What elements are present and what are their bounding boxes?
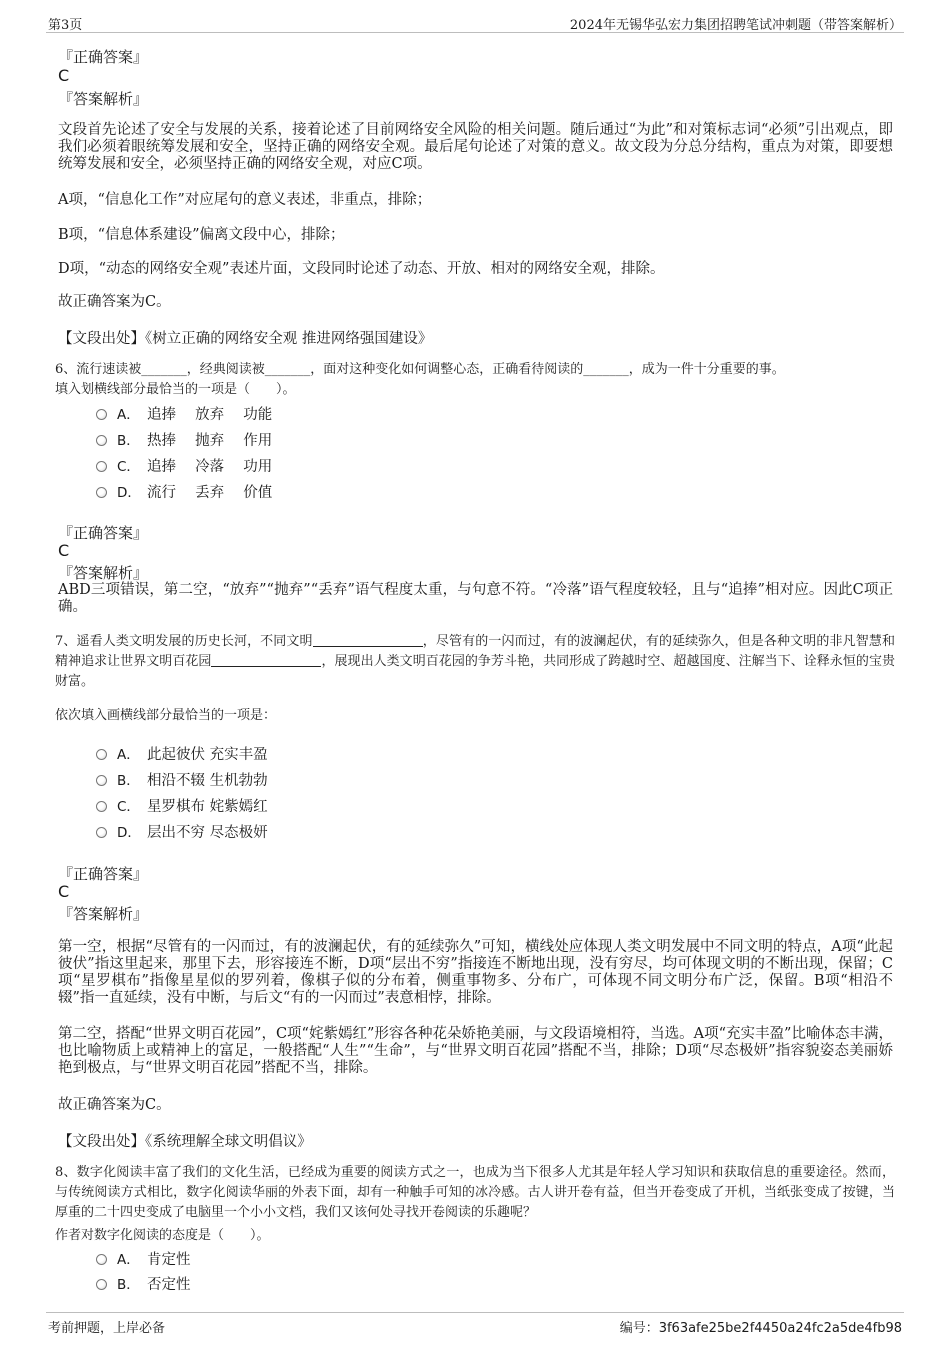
radio-icon[interactable] (96, 801, 107, 812)
correct-answer-label: 『正确答案』 (58, 865, 149, 883)
radio-icon[interactable] (96, 1254, 107, 1265)
q7-analysis-p3: 故正确答案为C。 (58, 1097, 171, 1113)
correct-answer-label: 『正确答案』 (58, 48, 149, 66)
q7-stem: 7、遥看人类文明发展的历史长河，不同文明 ，尽管有的一闪而过，有的波澜起伏，有的延续弥久，但是各种文明的非凡智慧和精神追求让世界文明百花园 ，展现出人类文明百花园的争芳斗艳，共同形成了跨越时空、超越国度、注解当下、诠释永恒的宝贵财富。 (55, 634, 895, 689)
q5-analysis-p2: A项，“信息化工作”对应尾句的意义表述，非重点，排除； (58, 192, 432, 208)
q6-option-a[interactable]: A． 追捧 放弃 功能 (96, 403, 272, 423)
q5-source: 【文段出处】《树立正确的网络安全观 推进网络强国建设》 (58, 331, 433, 347)
q6-analysis: ABD三项错误，第二空，“放弃”“抛弃”“丢弃”语气程度太重，与句意不符。“冷落”语气程度较轻，且与“追捧”相对应。因此C项正确。 (58, 582, 893, 615)
q7-option-c[interactable]: C． 星罗棋布 姹紫嫣红 (96, 795, 268, 815)
q6-stem: 6、流行速读被_______，经典阅读被_______，面对这种变化如何调整心态，正确看待阅读的_______，成为一件十分重要的事。 (55, 362, 785, 377)
radio-icon[interactable] (96, 435, 107, 446)
q5-analysis-p1: 文段首先论述了安全与发展的关系，接着论述了目前网络安全风险的相关问题。随后通过“为此”和对策标志词“必须”引出观点，即我们必须着眼统筹发展和安全，坚持正确的网络安全观。最后尾句论述了对策的意义。故文段为分总分结构，重点为对策，即要想统筹发展和安全，必须坚持正确的网络安全观，对应C项。 (58, 122, 893, 172)
q8-stem: 8、数字化阅读丰富了我们的文化生活，已经成为重要的阅读方式之一，也成为当下很多人尤其是年轻人学习知识和获取信息的重要途径。然而，与传统阅读方式相比，数字化阅读华丽的外表下面，却有一种触手可知的冰冷感。古人讲开卷有益，但当开卷变成了开机，当纸张变成了按键，当厚重的二十四史变成了电脑里一个小小文档，我们又该何处寻找开卷阅读的乐趣呢？ (55, 1165, 895, 1220)
radio-icon[interactable] (96, 827, 107, 838)
q6-option-b[interactable]: B． 热捧 抛弃 作用 (96, 429, 272, 449)
q7-option-d[interactable]: D． 层出不穷 尽态极妍 (96, 821, 268, 841)
q7-source: 【文段出处】《系统理解全球文明倡议》 (58, 1134, 312, 1150)
analysis-label: 『答案解析』 (58, 90, 149, 108)
q7-instruction: 依次填入画横线部分最恰当的一项是： (55, 708, 277, 723)
q7-answer: C (58, 882, 70, 901)
radio-icon[interactable] (96, 487, 107, 498)
q6-option-c[interactable]: C． 追捧 冷落 功用 (96, 455, 272, 475)
document-code: 编号：3f63afe25be2f4450a24fc2a5de4fb98 (619, 1321, 902, 1336)
q6-option-d[interactable]: D． 流行 丢弃 价值 (96, 481, 272, 501)
q7-analysis-p1: 第一空，根据“尽管有的一闪而过，有的波澜起伏，有的延续弥久”可知，横线处应体现人类文明发展中不同文明的特点，A项“此起彼伏”指这里起来，那里下去，形容接连不断，D项“层出不穷”指接连不断地出现，没有穷尽，均可体现文明的不断出现，保留；C项“星罗棋布”指像星星似的罗列着，像棋子似的分布着，侧重事物多、分布广，可体现不同文明分布广泛，保留。B项“相沿不辍”指一直延续，没有中断，与后文“有的一闪而过”表意相悖，排除。 (58, 939, 893, 1006)
radio-icon[interactable] (96, 461, 107, 472)
q8-question: 作者对数字化阅读的态度是（ ）。 (55, 1228, 270, 1243)
q8-option-b[interactable]: B． 否定性 (96, 1273, 191, 1293)
footer-slogan: 考前押题，上岸必备 (48, 1321, 166, 1336)
analysis-label: 『答案解析』 (58, 905, 149, 923)
q7-option-a[interactable]: A． 此起彼伏 充实丰盈 (96, 743, 268, 763)
q5-analysis-p3: B项，“信息体系建设”偏离文段中心，排除； (58, 227, 345, 243)
correct-answer-label: 『正确答案』 (58, 524, 149, 542)
q5-analysis-p5: 故正确答案为C。 (58, 294, 171, 310)
q5-answer: C (58, 66, 70, 85)
fill-blank-2 (211, 653, 321, 667)
radio-icon[interactable] (96, 775, 107, 786)
fill-blank-1 (313, 633, 423, 647)
radio-icon[interactable] (96, 1279, 107, 1290)
q6-instruction: 填入划横线部分最恰当的一项是（ ）。 (55, 382, 296, 397)
document-title: 2024年无锡华弘宏力集团招聘笔试冲刺题（带答案解析） (569, 18, 902, 33)
page-number: 第3页 (48, 18, 83, 33)
q5-analysis-p4: D项，“动态的网络安全观”表述片面，文段同时论述了动态、开放、相对的网络安全观，排除。 (58, 261, 665, 277)
q6-answer: C (58, 541, 70, 560)
q7-analysis-p2: 第二空，搭配“世界文明百花园”，C项“姹紫嫣红”形容各种花朵娇艳美丽，与文段语境相符，当选。A项“充实丰盈”比喻体态丰满，也比喻物质上或精神上的富足，一般搭配“人生”“生命”，与“世界文明百花园”搭配不当，排除；D项“尽态极妍”指容貌姿态美丽娇艳到极点，与“世界文明百花园”搭配不当，排除。 (58, 1026, 893, 1076)
page-footer (46, 1312, 904, 1337)
analysis-label: 『答案解析』 (58, 564, 149, 582)
radio-icon[interactable] (96, 409, 107, 420)
q8-option-a[interactable]: A． 肯定性 (96, 1248, 191, 1268)
page-header (46, 10, 904, 33)
radio-icon[interactable] (96, 749, 107, 760)
q7-option-b[interactable]: B． 相沿不辍 生机勃勃 (96, 769, 268, 789)
